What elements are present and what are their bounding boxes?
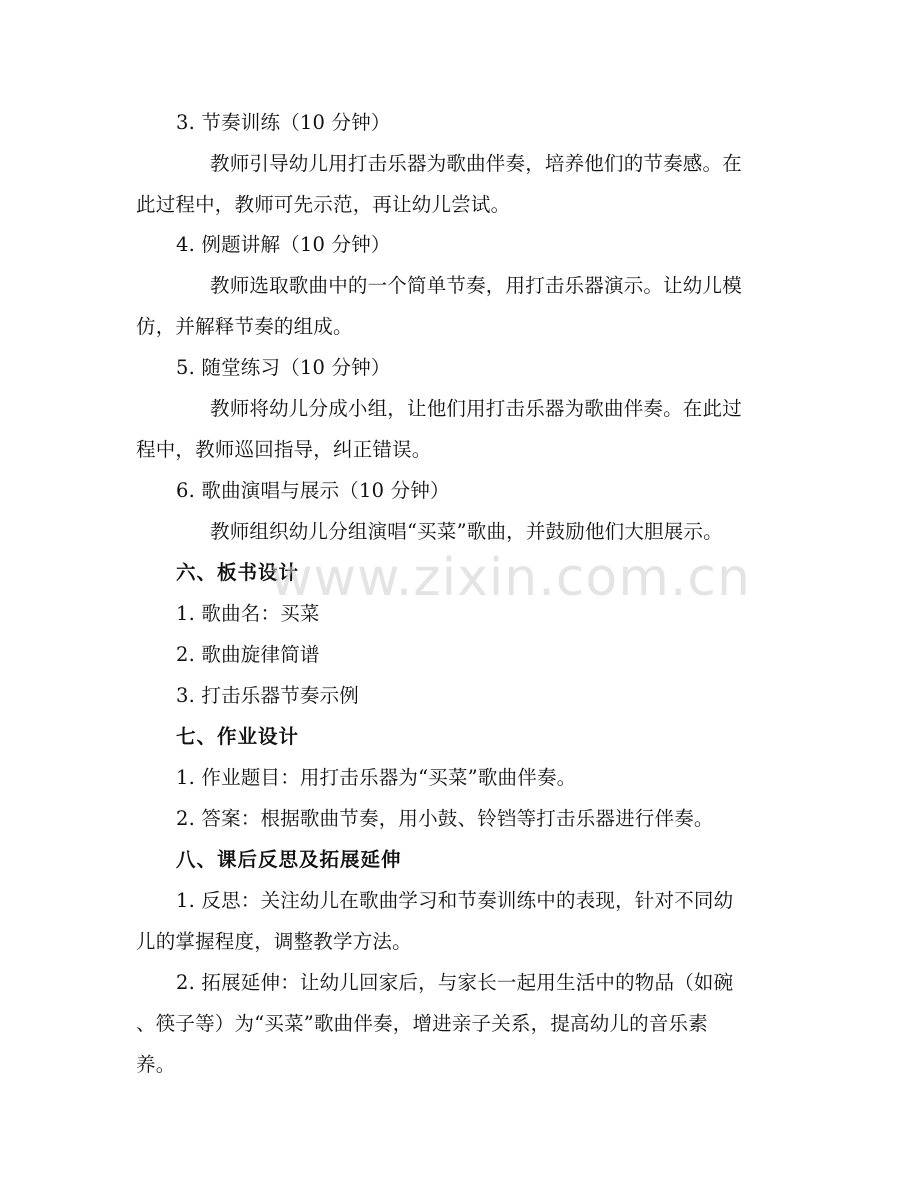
section-7-title: 七、作业设计	[176, 725, 300, 748]
extension-line-3: 养。	[136, 1053, 176, 1076]
step-5-text-line-2: 程中，教师巡回指导，纠正错误。	[136, 438, 432, 461]
board-item-3: 3. 打击乐器节奏示例	[176, 684, 360, 707]
extension-line-1: 2. 拓展延伸：让幼儿回家后，与家长一起用生活中的物品（如碗	[176, 971, 734, 994]
step-4-text-line-2: 仿，并解释节奏的组成。	[136, 315, 353, 338]
step-4-text-line-1: 教师选取歌曲中的一个简单节奏，用打击乐器演示。让幼儿模	[210, 274, 742, 297]
section-8-title: 八、课后反思及拓展延伸	[176, 848, 402, 871]
step-6-heading: 6. 歌曲演唱与展示（10 分钟）	[176, 479, 450, 502]
homework-item-2: 2. 答案：根据歌曲节奏，用小鼓、铃铛等打击乐器进行伴奏。	[176, 807, 714, 830]
watermark-text: www.zixin.com.cn	[270, 548, 751, 608]
step-5-text-line-1: 教师将幼儿分成小组，让他们用打击乐器为歌曲伴奏。在此过	[210, 397, 742, 420]
section-6-title: 六、板书设计	[176, 561, 300, 584]
board-item-1: 1. 歌曲名：买菜	[176, 602, 320, 625]
step-3-text-line-2: 此过程中，教师可先示范，再让幼儿尝试。	[136, 193, 511, 216]
step-4-heading: 4. 例题讲解（10 分钟）	[176, 233, 391, 256]
board-item-2: 2. 歌曲旋律简谱	[176, 643, 320, 666]
reflection-line-1: 1. 反思：关注幼儿在歌曲学习和节奏训练中的表现，针对不同幼	[176, 889, 734, 912]
extension-line-2: 、筷子等）为“买菜”歌曲伴奏，增进亲子关系，提高幼儿的音乐素	[136, 1012, 708, 1035]
step-3-text-line-1: 教师引导幼儿用打击乐器为歌曲伴奏，培养他们的节奏感。在	[210, 152, 742, 175]
reflection-line-2: 儿的掌握程度，调整教学方法。	[136, 930, 412, 953]
homework-item-1: 1. 作业题目：用打击乐器为“买菜”歌曲伴奏。	[176, 766, 577, 789]
step-5-heading: 5. 随堂练习（10 分钟）	[176, 356, 391, 379]
step-6-text-line-1: 教师组织幼儿分组演唱“买菜”歌曲，并鼓励他们大胆展示。	[210, 520, 723, 543]
step-3-heading: 3. 节奏训练（10 分钟）	[176, 111, 391, 134]
